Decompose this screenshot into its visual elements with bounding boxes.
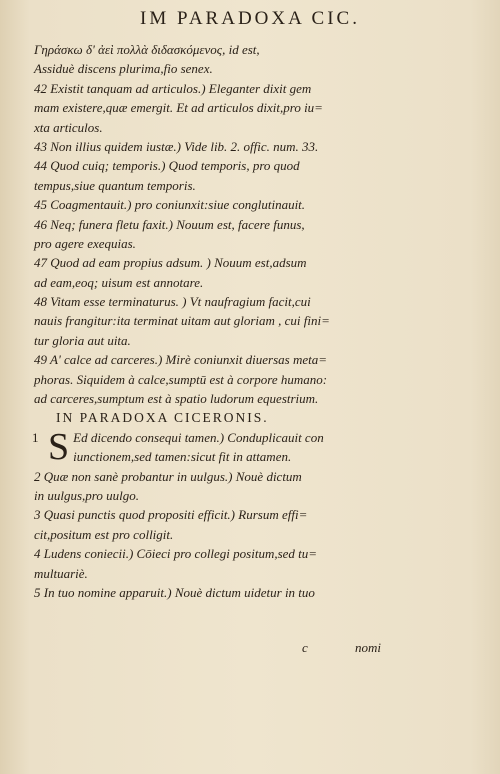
- text-line: nauis frangitur:ita terminat uitam aut gloriam , cui fini=: [34, 313, 330, 329]
- commentary-text: [34, 40, 394, 602]
- text-line: Γηράσκω δ' ἀεὶ πολλὰ διδασκόμενος, id est,: [34, 42, 260, 57]
- text-line: 49 A' calce ad carceres.) Mirè coniunxit diuersas meta=: [34, 352, 328, 368]
- text-line: 46 Neq; funera fletu faxit.) Nouum est, facere funus,: [34, 216, 305, 232]
- text-line: Assiduè discens plurima,fio senex.: [34, 61, 213, 77]
- text-line: pro agere exequias.: [34, 235, 136, 251]
- text-line: tempus,siue quantum temporis.: [34, 177, 196, 193]
- entry-number: 1: [32, 429, 39, 445]
- text-line: 45 Coagmentauit.) pro coniunxit:siue conglutinauit.: [34, 197, 306, 213]
- text-line: Ed dicendo consequi tamen.) Conduplicauit con: [73, 429, 324, 445]
- text-line: ad carceres,sumptum est à spatio ludorum equestrium.: [34, 391, 319, 407]
- text-line: 5 In tuo nomine apparuit.) Nouè dictum uidetur in tuo: [34, 584, 315, 600]
- text-line: 3 Quasi punctis quod propositi efficit.) Rursum effi=: [34, 507, 308, 523]
- catchword: nomi: [355, 640, 381, 655]
- text-line: iunctionem,sed tamen:sicut fit in attamen.: [73, 449, 292, 465]
- text-line: 48 Vitam esse terminaturus. ) Vt naufragium facit,cui: [34, 294, 311, 310]
- text-line: tur gloria aut uita.: [34, 332, 131, 348]
- text-line: cit,positum est pro colligit.: [34, 526, 174, 542]
- drop-cap-paragraph: [32, 425, 394, 468]
- running-header: IM PARADOXA CIC.: [140, 8, 360, 29]
- text-line: ad eam,eoq; uisum est annotare.: [34, 274, 204, 290]
- section-title: IN PARADOXA CICERONIS.: [56, 410, 269, 426]
- text-line: 4 Ludens coniecii.) Cōieci pro collegi positum,sed tu=: [34, 546, 318, 562]
- drop-cap-letter: S: [48, 425, 70, 468]
- text-line: mam existere,quæ emergit. Et ad articulos dixit,pro iu=: [34, 100, 323, 116]
- text-line: multuariè.: [34, 565, 88, 581]
- text-line: 47 Quod ad eam propius adsum. ) Nouum est,adsum: [34, 255, 307, 271]
- text-line: 42 Existit tanquam ad articulos.) Eleganter dixit gem: [34, 80, 312, 96]
- signature-mark: c: [302, 640, 308, 655]
- text-line: xta articulos.: [34, 119, 103, 135]
- text-line: 43 Non illius quidem iustæ.) Vide lib. 2. offic. num. 33.: [34, 138, 319, 154]
- text-line: in uulgus,pro uulgo.: [34, 487, 139, 503]
- text-line: phoras. Siquidem à calce,sumptū est à corpore humano:: [34, 371, 328, 387]
- text-line: 2 Quæ non sanè probantur in uulgus.) Nouè dictum: [34, 468, 302, 484]
- text-line: 44 Quod cuiq; temporis.) Quod temporis, pro quod: [34, 158, 300, 174]
